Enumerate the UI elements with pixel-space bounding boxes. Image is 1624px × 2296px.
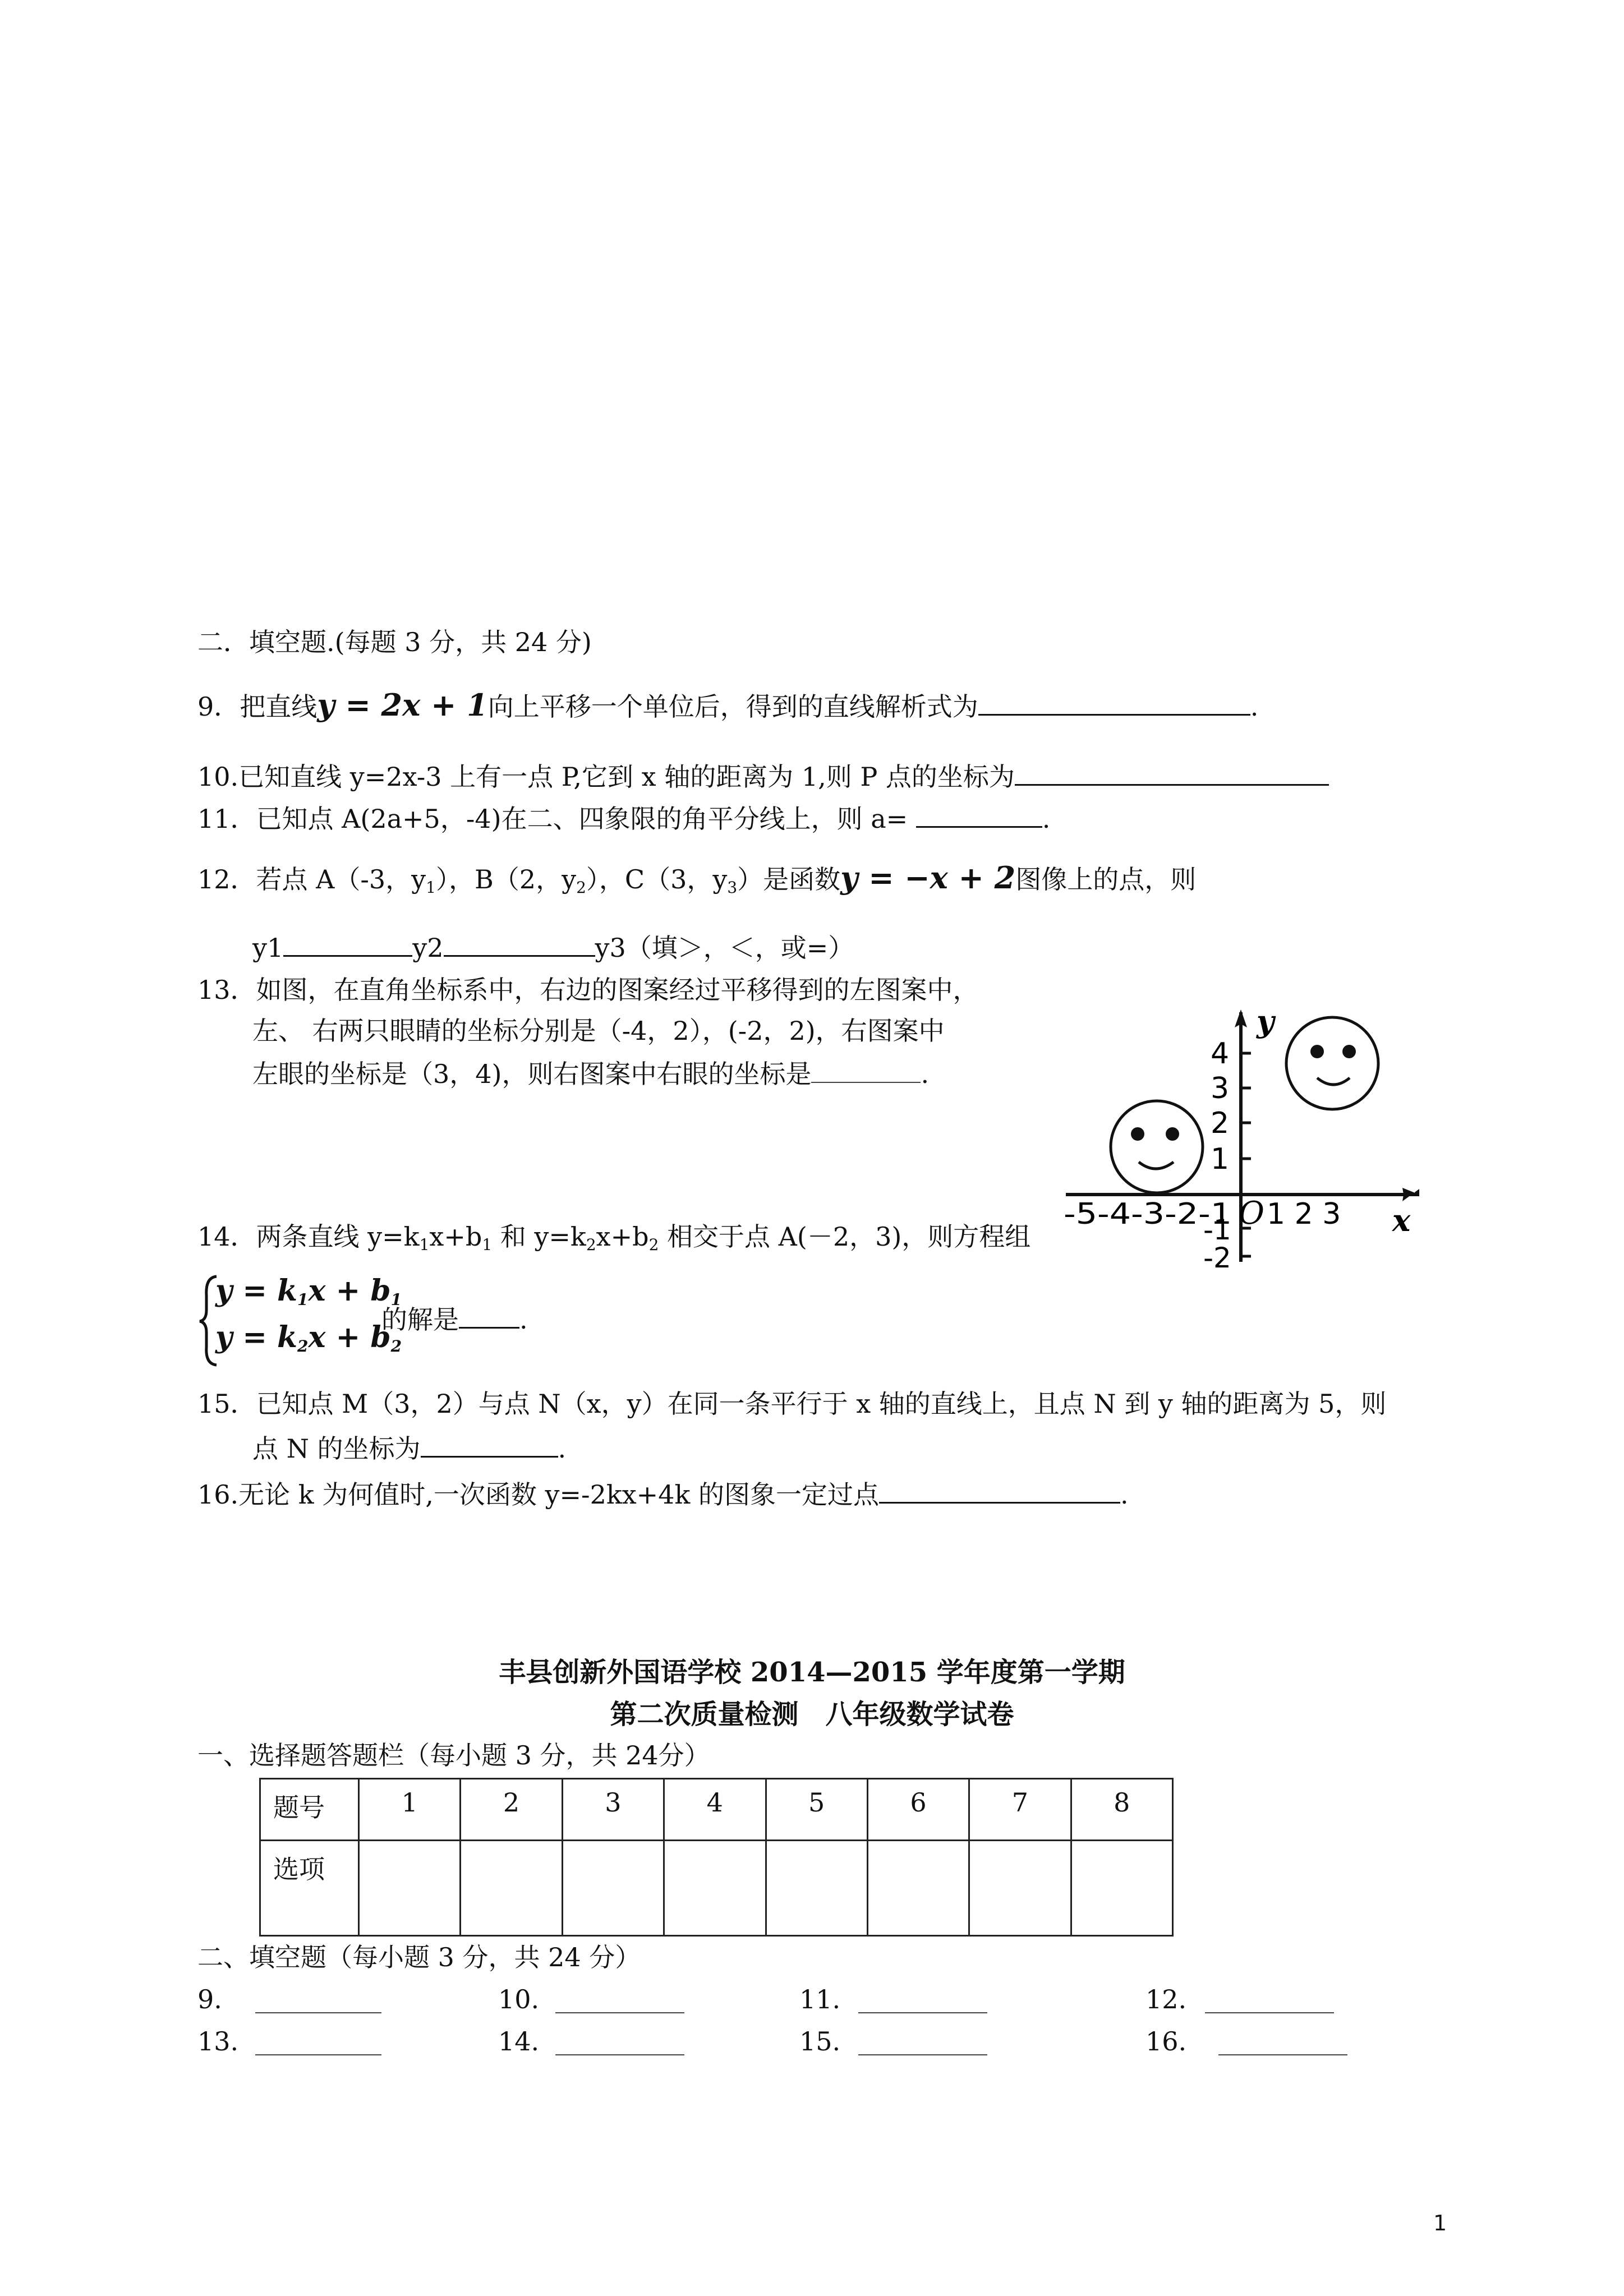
q12-mid1: ），B（2，y — [436, 864, 577, 895]
question-12-line2 — [252, 928, 854, 965]
q14-solution — [381, 1300, 528, 1336]
q13-end: . — [921, 1059, 930, 1089]
eq1-sub2: 1 — [390, 1290, 402, 1309]
x-tick-labels-negative: -5-4-3-2-1 — [1064, 1197, 1232, 1231]
q16-text: 16.无论 k 为何值时,一次函数 y=-2kx+4k 的图象一定过点 — [197, 1479, 879, 1510]
question-9 — [197, 687, 1258, 723]
y-tick-label-1: 1 — [1211, 1142, 1230, 1176]
row-header-option: 选项 — [260, 1841, 359, 1936]
question-11 — [197, 799, 1050, 836]
answer-sheet-title: 丰县创新外国语学校 2014—2015 学年度第一学期 — [499, 1657, 1125, 1688]
q14-suffix: 相交于点 A(－2，3)，则方程组 — [659, 1221, 1031, 1252]
q12-sub2: 2 — [576, 878, 586, 897]
answer-sheet-subtitle: 第二次质量检测 八年级数学试卷 — [610, 1699, 1014, 1730]
q14-sub3: 2 — [586, 1235, 596, 1254]
question-15-line2 — [252, 1429, 566, 1465]
question-13-line3 — [252, 1055, 929, 1091]
q14-sub4: 2 — [648, 1235, 659, 1254]
mc-answer-table — [259, 1778, 1174, 1937]
eq2-part-a: y = k — [215, 1320, 298, 1354]
fill-label-14: 14. — [498, 2026, 540, 2057]
column-number: 8 — [1071, 1779, 1172, 1841]
right-face-right-eye — [1342, 1045, 1356, 1058]
q12-y3: y3（填＞，＜，或=） — [595, 933, 854, 963]
q14-sub1: 1 — [419, 1235, 430, 1254]
eq1-sub1: 1 — [297, 1290, 309, 1309]
row-header-question-number: 题号 — [260, 1779, 359, 1841]
q14-mid3: x+b — [596, 1221, 649, 1252]
fill-label-16: 16. — [1145, 2026, 1187, 2057]
eq1-part-a: y = k — [215, 1274, 298, 1308]
q13-text: 左眼的坐标是（3，4)，则右图案中右眼的坐标是 — [252, 1059, 812, 1089]
q11-text: 11．已知点 A(2a+5，-4)在二、四象限的角平分线上，则 a= — [197, 804, 908, 834]
y-tick-label-2: 2 — [1211, 1106, 1230, 1140]
question-10 — [197, 757, 1329, 794]
q14-solution-label: 的解是 — [381, 1304, 459, 1335]
x-tick-labels-positive: 1 2 3 — [1267, 1197, 1341, 1231]
q9-answer-blank[interactable] — [978, 687, 1250, 716]
q12-blank-2[interactable] — [444, 928, 595, 957]
q12-prefix: 12．若点 A（-3，y — [197, 864, 426, 895]
fill-answer-heading: 二、填空题（每小题 3 分，共 24 分） — [197, 1942, 641, 1972]
fill-blank-10[interactable] — [555, 1985, 684, 2013]
q14-answer-blank[interactable] — [459, 1300, 519, 1329]
fill-answer-15 — [799, 2025, 840, 2058]
answer-cell[interactable] — [562, 1841, 664, 1936]
origin-label: O — [1239, 1195, 1264, 1232]
q12-blank-1[interactable] — [283, 928, 412, 957]
q14-sub2: 1 — [482, 1235, 493, 1254]
answer-cell[interactable] — [867, 1841, 969, 1936]
q9-suffix: 向上平移一个单位后，得到的直线解析式为 — [487, 691, 978, 722]
q10-text: 10.已知直线 y=2x-3 上有一点 P,它到 x 轴的距离为 1,则 P 点的坐标为 — [197, 762, 1015, 792]
eq2-part-b: x + b — [308, 1320, 391, 1354]
q16-end: . — [1120, 1479, 1129, 1510]
fill-answer-10 — [498, 1983, 539, 2016]
fill-blank-15[interactable] — [858, 2027, 987, 2055]
fill-answer-13 — [197, 2025, 238, 2058]
eq1-part-b: x + b — [308, 1274, 391, 1308]
q15-answer-blank[interactable] — [421, 1429, 558, 1458]
section-heading: 二．填空题.(每题 3 分，共 24 分) — [197, 627, 592, 657]
q12-suffix: 图像上的点，则 — [1015, 864, 1197, 895]
column-number: 3 — [562, 1779, 664, 1841]
q10-answer-blank[interactable] — [1015, 757, 1329, 786]
q15-text: 点 N 的坐标为 — [252, 1433, 421, 1464]
q9-prefix: 9．把直线 — [197, 691, 318, 722]
q11-answer-blank[interactable] — [916, 799, 1042, 828]
page-number: 1 — [1433, 2211, 1447, 2235]
y-tick-label-neg1: -1 — [1203, 1214, 1231, 1246]
y-axis-label: y — [1257, 1004, 1275, 1039]
q14-end: . — [519, 1304, 528, 1335]
left-face-right-eye — [1166, 1127, 1179, 1141]
answer-cell[interactable] — [664, 1841, 766, 1936]
question-12 — [197, 861, 1196, 905]
question-15-line1: 15．已知点 M（3，2）与点 N（x，y）在同一条平行于 x 轴的直线上，且点 N 到 y 轴的距离为 5，则 — [197, 1389, 1387, 1419]
left-smiley-face — [1111, 1101, 1203, 1193]
q14-mid1: x+b — [429, 1221, 482, 1252]
equation-1 — [215, 1274, 402, 1317]
fill-answer-9 — [197, 1983, 222, 2016]
left-face-left-eye — [1131, 1127, 1144, 1141]
fill-blank-11[interactable] — [858, 1985, 987, 2013]
answer-cell[interactable] — [359, 1841, 461, 1936]
fill-answer-16 — [1145, 2025, 1186, 2058]
fill-blank-16[interactable] — [1218, 2027, 1347, 2055]
q12-mid3: ）是函数 — [737, 864, 841, 895]
column-number: 7 — [969, 1779, 1071, 1841]
question-16 — [197, 1475, 1129, 1511]
answer-cell[interactable] — [766, 1841, 867, 1936]
fill-label-15: 15. — [799, 2026, 841, 2057]
fill-blank-13[interactable] — [255, 2027, 381, 2055]
q12-y2: y2 — [412, 933, 444, 963]
right-smiley-face — [1286, 1017, 1378, 1109]
column-number: 5 — [766, 1779, 867, 1841]
answer-cell[interactable] — [969, 1841, 1071, 1936]
column-number: 6 — [867, 1779, 969, 1841]
left-face-mouth — [1139, 1162, 1174, 1169]
q12-y1: y1 — [252, 933, 284, 963]
x-axis-label: x — [1392, 1202, 1411, 1238]
fill-answer-11 — [799, 1983, 840, 2016]
fill-label-11: 11. — [799, 1984, 841, 2014]
fill-answer-14 — [498, 2025, 539, 2058]
q14-mid2: 和 y=k — [492, 1221, 586, 1252]
fill-answer-12 — [1145, 1983, 1186, 2016]
q13-answer-blank[interactable] — [811, 1055, 921, 1083]
table-row — [260, 1779, 1173, 1841]
column-number: 4 — [664, 1779, 766, 1841]
q12-sub3: 3 — [727, 878, 738, 897]
fill-label-9: 9. — [197, 1984, 222, 2014]
answer-cell[interactable] — [1071, 1841, 1172, 1936]
right-face-left-eye — [1310, 1045, 1324, 1058]
q16-answer-blank[interactable] — [879, 1475, 1120, 1504]
column-number: 2 — [461, 1779, 562, 1841]
fill-label-13: 13. — [197, 2026, 239, 2057]
fill-blank-14[interactable] — [555, 2027, 684, 2055]
q12-mid2: ），C（3，y — [586, 864, 728, 895]
fill-label-12: 12. — [1145, 1984, 1187, 2014]
q12-formula: y = −x + 2 — [840, 860, 1016, 896]
question-13-line1: 13．如图，在直角坐标系中，右边的图案经过平移得到的左图案中， — [197, 975, 979, 1005]
q9-end: . — [1250, 691, 1259, 722]
fill-blank-9[interactable] — [255, 1985, 381, 2013]
q12-sub1: 1 — [426, 878, 436, 897]
q9-formula: y = 2x + 1 — [317, 687, 488, 723]
table-row — [260, 1841, 1173, 1936]
q14-prefix: 14．两条直线 y=k — [197, 1221, 420, 1252]
eq2-sub2: 2 — [390, 1337, 402, 1356]
y-tick-label-4: 4 — [1211, 1037, 1230, 1071]
equation-2 — [215, 1321, 402, 1363]
q15-end: . — [558, 1433, 567, 1464]
eq2-sub1: 2 — [297, 1337, 309, 1356]
fill-blank-12[interactable] — [1205, 1985, 1334, 2013]
question-13-line2: 左、 右两只眼睛的坐标分别是（-4，2），(-2，2)，右图案中 — [252, 1016, 945, 1046]
question-14 — [197, 1220, 1030, 1262]
answer-cell[interactable] — [461, 1841, 562, 1936]
y-tick-label-3: 3 — [1211, 1072, 1230, 1105]
right-face-mouth — [1317, 1078, 1350, 1085]
fill-label-10: 10. — [498, 1984, 540, 2014]
coordinate-figure — [1060, 1004, 1430, 1284]
q11-end: . — [1042, 804, 1051, 834]
y-tick-label-neg2: -2 — [1203, 1242, 1231, 1274]
mc-answer-heading: 一、选择题答题栏（每小题 3 分，共 24分） — [197, 1740, 710, 1771]
column-number: 1 — [359, 1779, 461, 1841]
